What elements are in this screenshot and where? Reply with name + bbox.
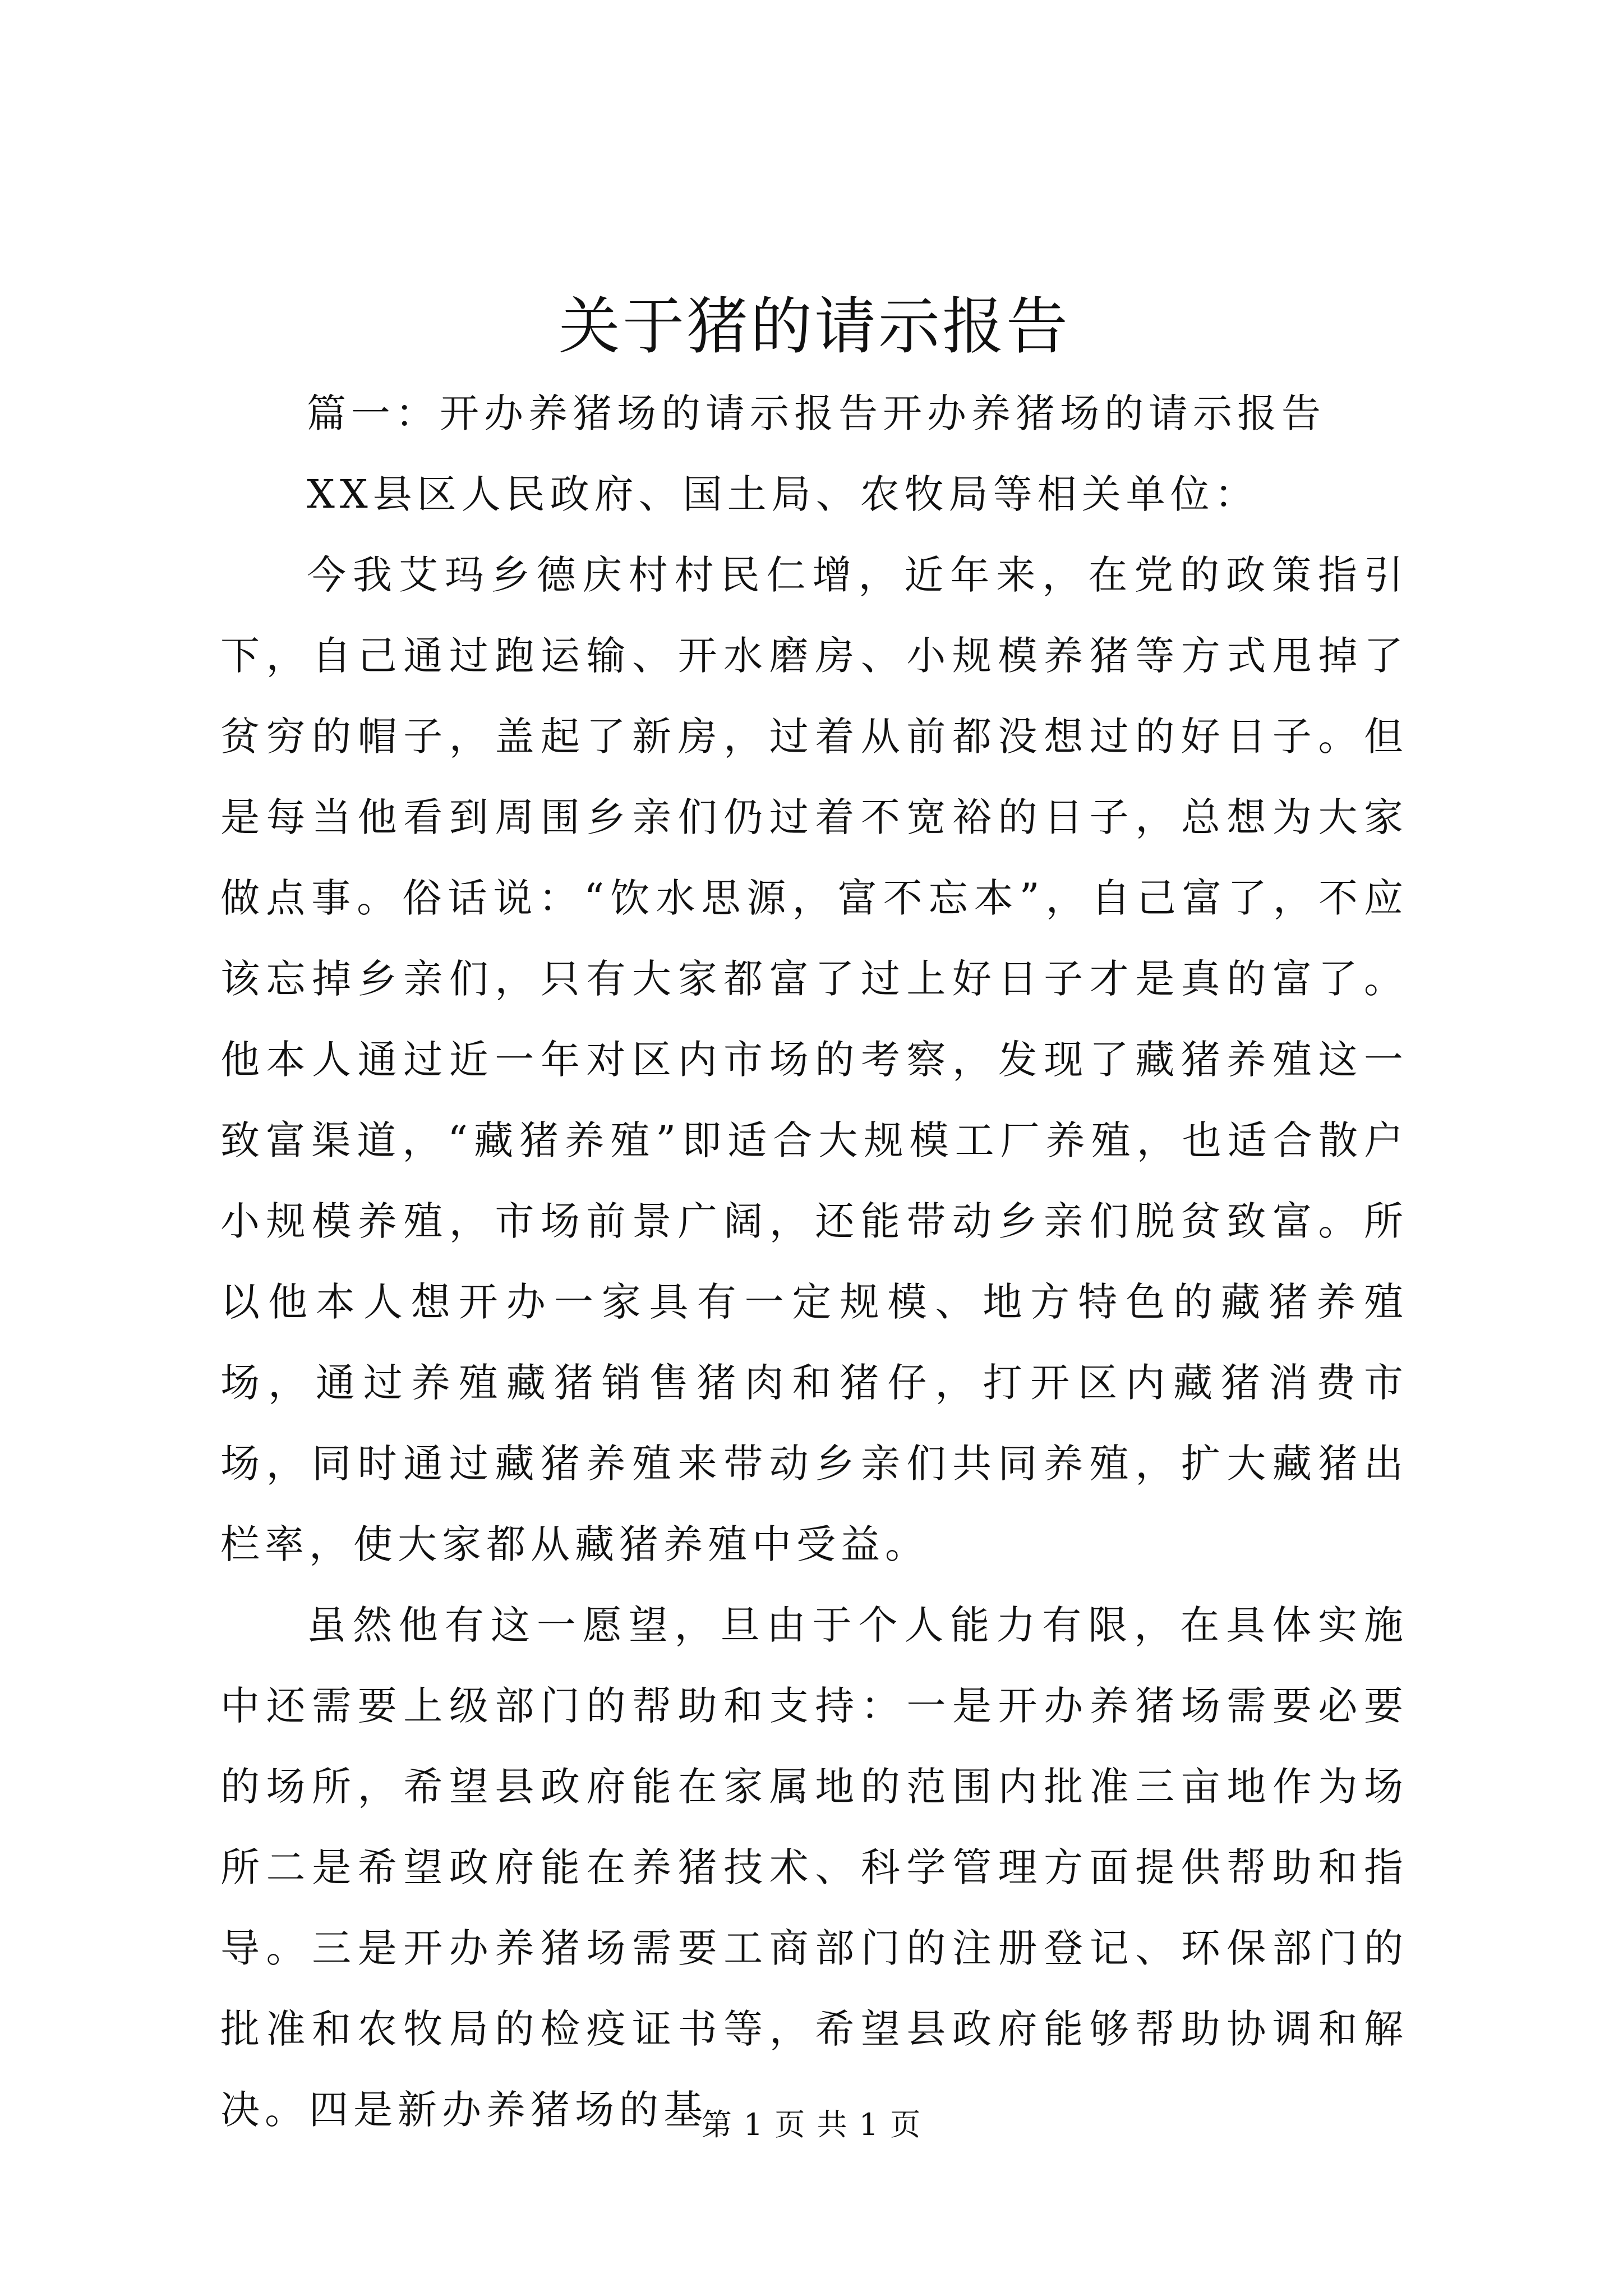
body-paragraph-1: 今我艾玛乡德庆村村民仁增，近年来，在党的政策指引下，自己通过跑运输、开水磨房、小规模养猪等方式甩掉了贫穷的帽子，盖起了新房，过着从前都没想过的好日子。但是每当他看到周围乡亲们仍过着不宽裕的日子，总想为大家做点事。俗话说：“饮水思源，富不忘本”，自己富了，不应该忘掉乡亲们，只有大家都富了过上好日子才是真的富了。他本人通过近一年对区内市场的考察，发现了藏猪养殖这一致富渠道，“藏猪养殖”即适合大规模工厂养殖，也适合散户小规模养殖，市场前景广阔，还能带动乡亲们脱贫致富。所以他本人想开办一家具有一定规模、地方特色的藏猪养殖场，通过养殖藏猪销售猪肉和猪仔，打开区内藏猪消费市场，同时通过藏猪养殖来带动乡亲们共同养殖，扩大藏猪出栏率，使大家都从藏猪养殖中受益。: [220, 552, 1408, 1567]
document-body: [220, 280, 1408, 2150]
document-title: 关于猪的请示报告: [559, 291, 1070, 362]
subtitle-paragraph: 篇一：开办养猪场的请示报告开办养猪场的请示报告: [307, 390, 1326, 436]
addressee-paragraph: XX县区人民政府、国土局、农牧局等相关单位：: [307, 471, 1259, 517]
page-footer: 第 1 页 共 1 页: [701, 2107, 922, 2142]
body-paragraph-2: 虽然他有这一愿望，旦由于个人能力有限，在具体实施中还需要上级部门的帮助和支持：一是开办养猪场需要必要的场所，希望县政府能在家属地的范围内批准三亩地作为场所二是希望政府能在养猪技术、科学管理方面提供帮助和指导。三是开办养猪场需要工商部门的注册登记、环保部门的批准和农牧局的检疫证书等，希望县政府能够帮助协调和解决。四是新办养猪场的基: [220, 1602, 1408, 2133]
